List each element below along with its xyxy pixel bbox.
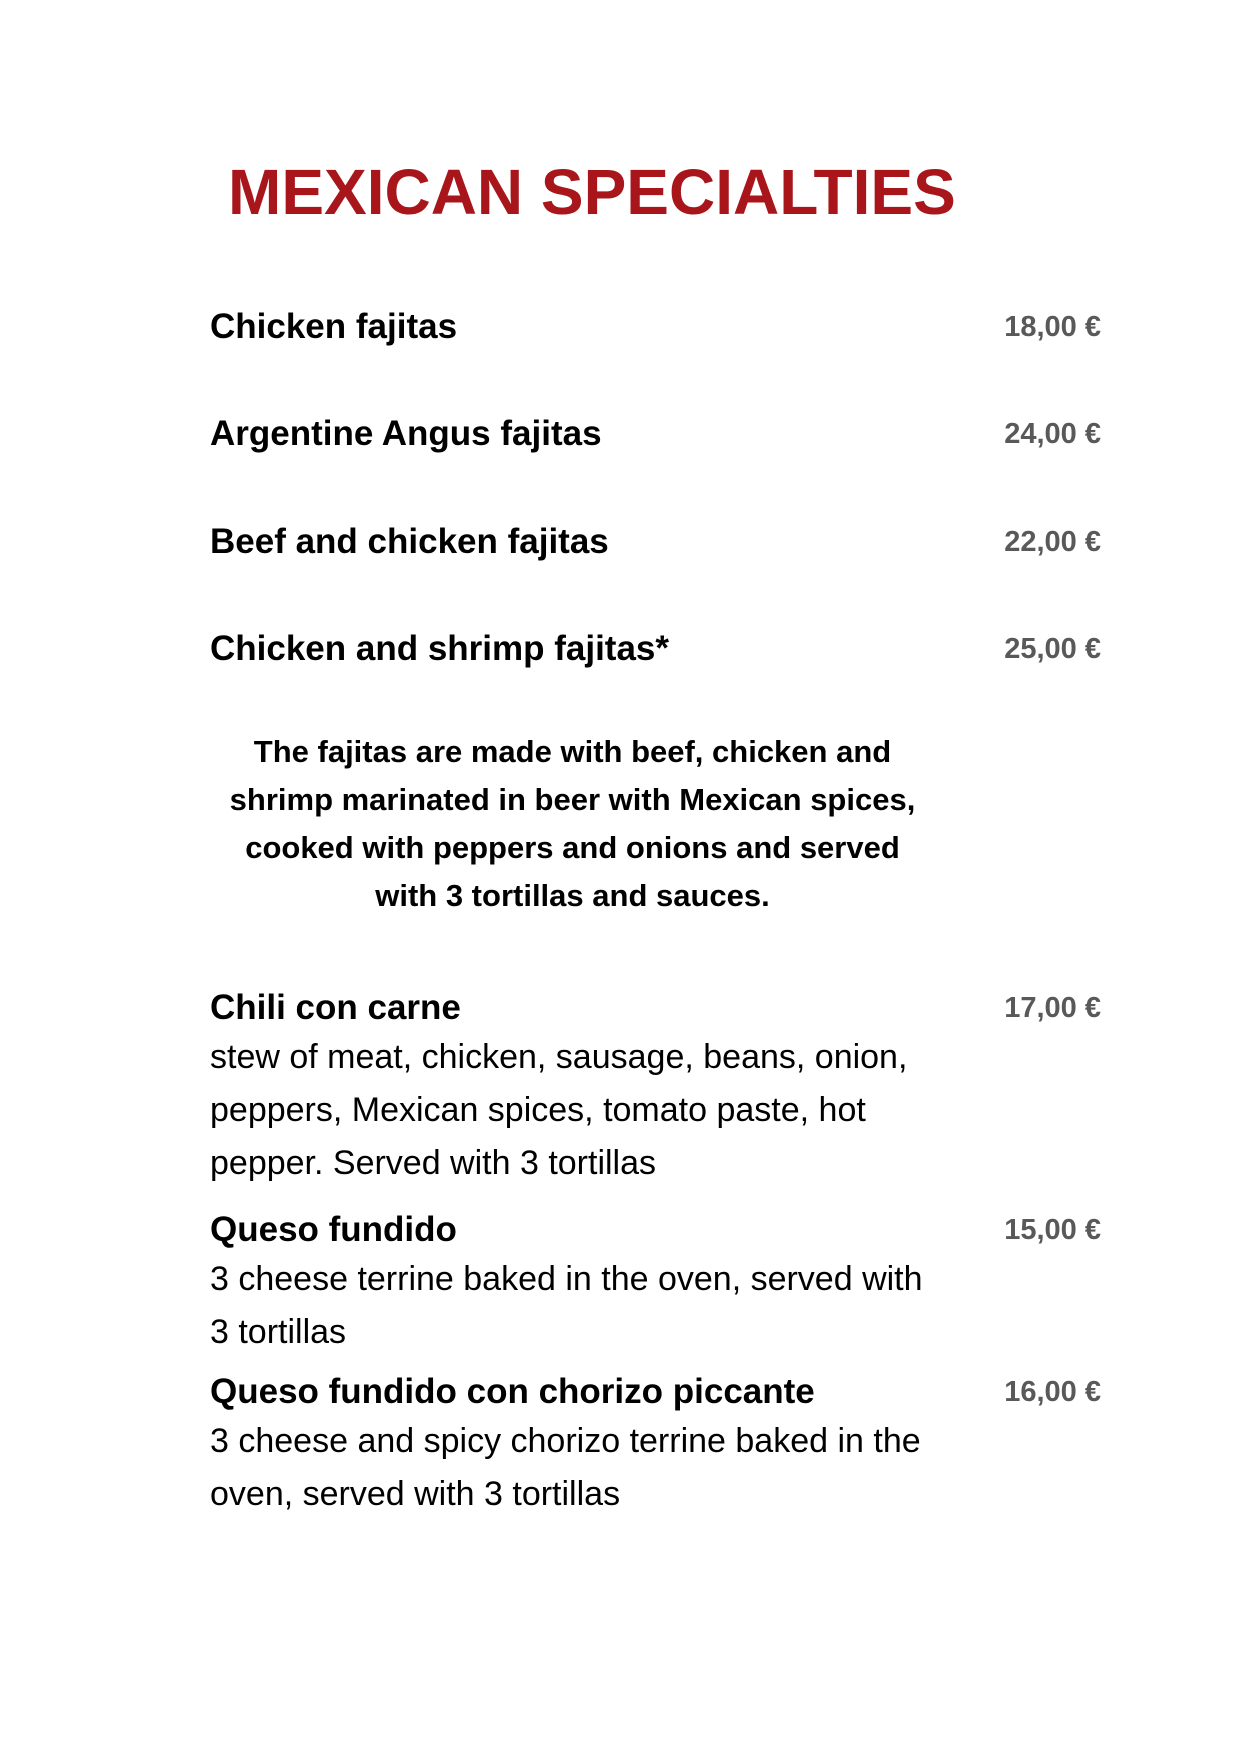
menu-item-name: Queso fundido con chorizo piccante <box>210 1372 815 1411</box>
menu-item-price: 16,00 € <box>1004 1376 1101 1408</box>
menu-item-price: 18,00 € <box>1004 311 1101 343</box>
menu-item-name: Queso fundido <box>210 1210 457 1249</box>
menu-item-name: Chicken fajitas <box>210 307 458 346</box>
menu-item-description: stew of meat, chicken, sausage, beans, onion, peppers, Mexican spices, tomato paste, hot pepper. Served with 3 tortillas <box>210 1038 908 1182</box>
menu-item-name: Argentine Angus fajitas <box>210 414 602 453</box>
menu-item-name: Chicken and shrimp fajitas* <box>210 629 670 668</box>
menu-item-price: 24,00 € <box>1004 418 1101 450</box>
menu-item-price: 25,00 € <box>1004 633 1101 665</box>
menu-item-description: 3 cheese terrine baked in the oven, served with 3 tortillas <box>210 1260 923 1351</box>
menu-item-name: Chili con carne <box>210 988 461 1027</box>
fajitas-note: The fajitas are made with beef, chicken and shrimp marinated in beer with Mexican spices, cooked with peppers and onions and served with 3 tortillas and sauces. <box>229 734 916 913</box>
menu-item-price: 22,00 € <box>1004 526 1101 558</box>
menu-item-price: 17,00 € <box>1004 992 1101 1024</box>
menu-item-description: 3 cheese and spicy chorizo terrine baked in the oven, served with 3 tortillas <box>210 1422 921 1513</box>
menu-item-price: 15,00 € <box>1004 1214 1101 1246</box>
page-title: MEXICAN SPECIALTIES <box>228 156 956 228</box>
menu-item-name: Beef and chicken fajitas <box>210 522 609 561</box>
